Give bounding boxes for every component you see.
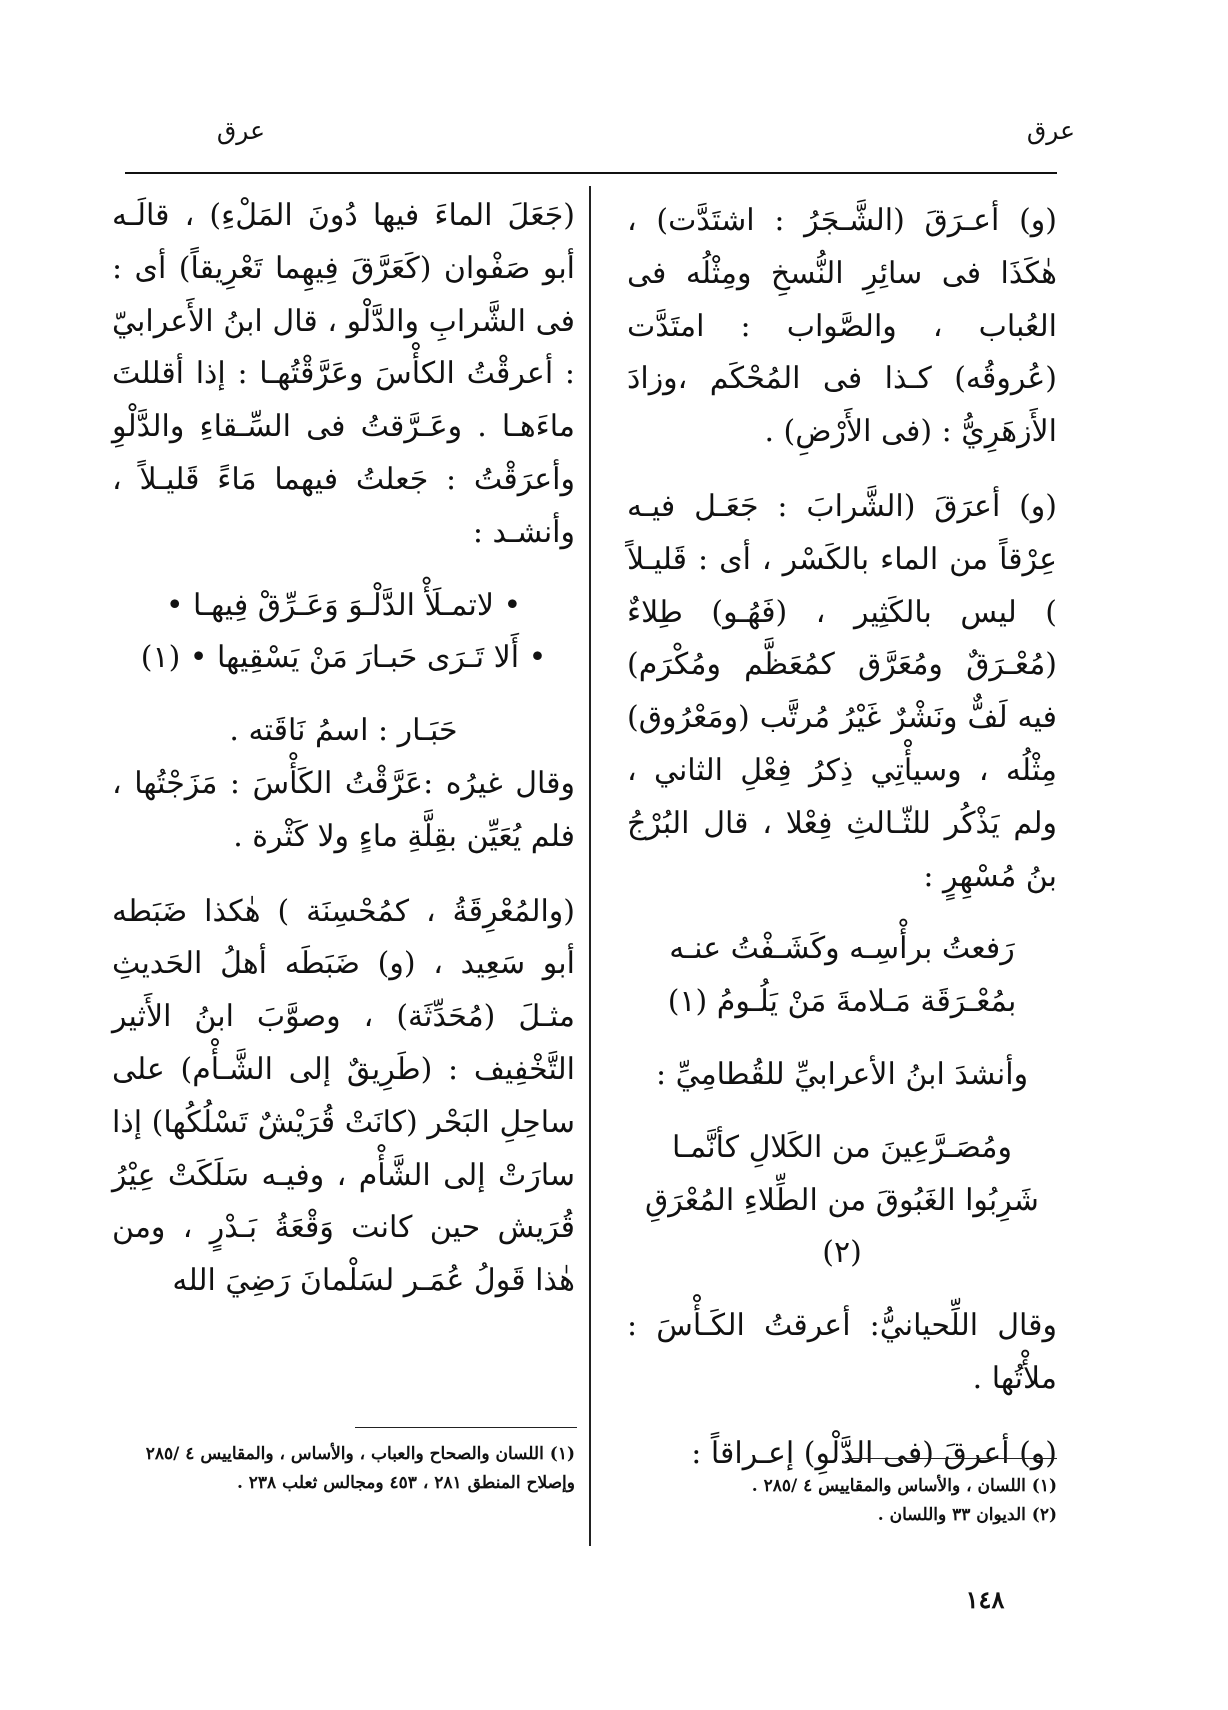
right-verse-1-line-2: بمُعْـرَقَة مَـلامةَ مَنْ يَلُـومُ (١) <box>667 984 1017 1020</box>
running-header-right: عرق <box>1026 116 1075 145</box>
footnotes-left <box>112 1440 575 1498</box>
footnote-left-1: (١) اللسان والصحاح والعباب ، والأساس ، والمقاييس ٤ /٢٨٥ وإصلاح المنطق ٢٨١ ، ٤٥٣ ومجالس ثعلب ٢٣٨ . <box>145 1444 575 1493</box>
footnotes-right <box>627 1472 1057 1530</box>
left-paragraph-3: وقال غيرُه :عَرَّقْتُ الكَأْسَ : مَزَجْتُها ، فلم يُعَيِّن بقِلَّةِ ماءٍ ولا كَثْرة . <box>112 765 575 854</box>
footnote-right-1: (١) اللسان ، والأساس والمقاييس ٤ /٢٨٥ . <box>751 1476 1057 1496</box>
header-rule <box>125 172 1057 174</box>
left-verse-line-1: • لاتمـلَأْ الدَّلْـوَ وَعَـرِّقْ فِيهـا • <box>165 587 522 623</box>
left-paragraph-1: (جَعَلَ الماءَ فيها دُونَ المَلْءِ) ، قالَـه أبو صَفْوان (كَعَرَّقَ فِيهِما تَعْرِيقاً) أى : فى الشَّرابِ والدَّلْو ، قال ابنُ الأَعرابيّ : أعرقْتُ الكأْسَ وعَرَّقْتُهـا : إذا أقللتَ ماءَهـا . وعَـرَّقتُ فى السِّـقاءِ والدَّلْوِ وأعرَقْتُ : جَعلتُ فيهما مَاءً قَليـلاً ، وأنشـد : <box>112 198 575 550</box>
right-paragraph-2: (و) أعرَقَ (الشَّرابَ : جَعَـل فيـه عِرْقاً من الماء بالكَسْر ، أى : قَليـلاً ) ليس بالكَثِير ، (فَهُـو) طِلاءٌ (مُعْـرَقٌ ومُعَرَّق كمُعَظَّم ومُكْرَم) فيه لَفٌّ ونَشْرٌ غَيْرُ مُرتَّب (ومَعْرُوق) مِثْلُه ، وسيأْتِي ذِكرُ فِعْلِ الثاني ، ولم يَذْكُر للثّـالثِ فِعْلا ، قال البُرْجُ بنُ مُسْهِرٍ : <box>627 488 1057 894</box>
right-paragraph-4: (و) أعرقَ (فى الدَّلْوِ) إعـراقاً : <box>691 1435 1057 1471</box>
left-verse-line-2: • أَلا تَـرَى حَبـارَ مَنْ يَسْقِيها • (١) <box>140 640 547 676</box>
right-verse-1-line-1: رَفعتُ برأْسِـه وكَشَـفْتُ عنـه <box>669 931 1015 967</box>
right-verse-2-line-1: ومُصَـرَّعِينَ من الكَلالِ كأنَّمـا <box>671 1129 1012 1165</box>
right-column <box>627 195 1057 1481</box>
footnote-rule-left <box>355 1427 577 1428</box>
left-paragraph-2: حَبَـار : اسمُ نَاقَته . <box>229 713 458 749</box>
left-paragraph-4: (والمُعْرِقَةُ ، كمُحْسِنَة ) هٰكذا ضَبَطه أبو سَعِيد ، (و) ضَبَطَه أهلُ الحَديثِ مثـلَ (مُحَدِّثَة) ، وصوَّبَ ابنُ الأَثير التَّخْفِيف : (طَرِيقٌ إلى الشَّـأْم) على ساحِلِ البَحْر (كانَتْ قُرَيْشٌ تَسْلُكُها) إذا سارَتْ إلى الشَّأْم ، وفيـه سَلَكَتْ عِيْرُ قُرَيش حين كانت وَقْعَةُ بَـدْرٍ ، ومن هٰذا قَولُ عُمَـر لسَلْمانَ رَضِيَ الله <box>112 893 575 1299</box>
footnote-rule-right <box>845 1458 1057 1459</box>
right-paragraph-3: وقال اللِّحيانيُّ: أعرقتُ الكَـأْسَ : ملأْتُها . <box>627 1308 1057 1396</box>
page-number: ١٤٨ <box>965 1585 1005 1614</box>
right-verse-2-line-2: شَرِبُوا الغَبُوقَ من الطِّلاءِ المُعْرَقِ (٢) <box>645 1182 1039 1271</box>
footnote-right-2: (٢) الديوان ٣٣ واللسان . <box>877 1505 1057 1525</box>
right-paragraph-1: (و) أعـرَقَ (الشَّـجَرُ : اشتَدَّت) ، هٰكَذَا فى سائِرِ النُّسخِ ومِثْلُه فى العُباب ، والصَّواب : امتَدَّت (عُروقُه) كـذا فى المُحْكَم ،وزادَ الأَزهَرِيُّ : (فى الأَرْضِ) . <box>627 203 1057 450</box>
running-header-left: عرق <box>216 116 265 145</box>
left-column <box>112 190 575 1308</box>
right-verse-2-intro: وأنشدَ ابنُ الأعرابيِّ للقُطامِيِّ : <box>655 1056 1029 1092</box>
column-divider <box>589 186 591 1546</box>
